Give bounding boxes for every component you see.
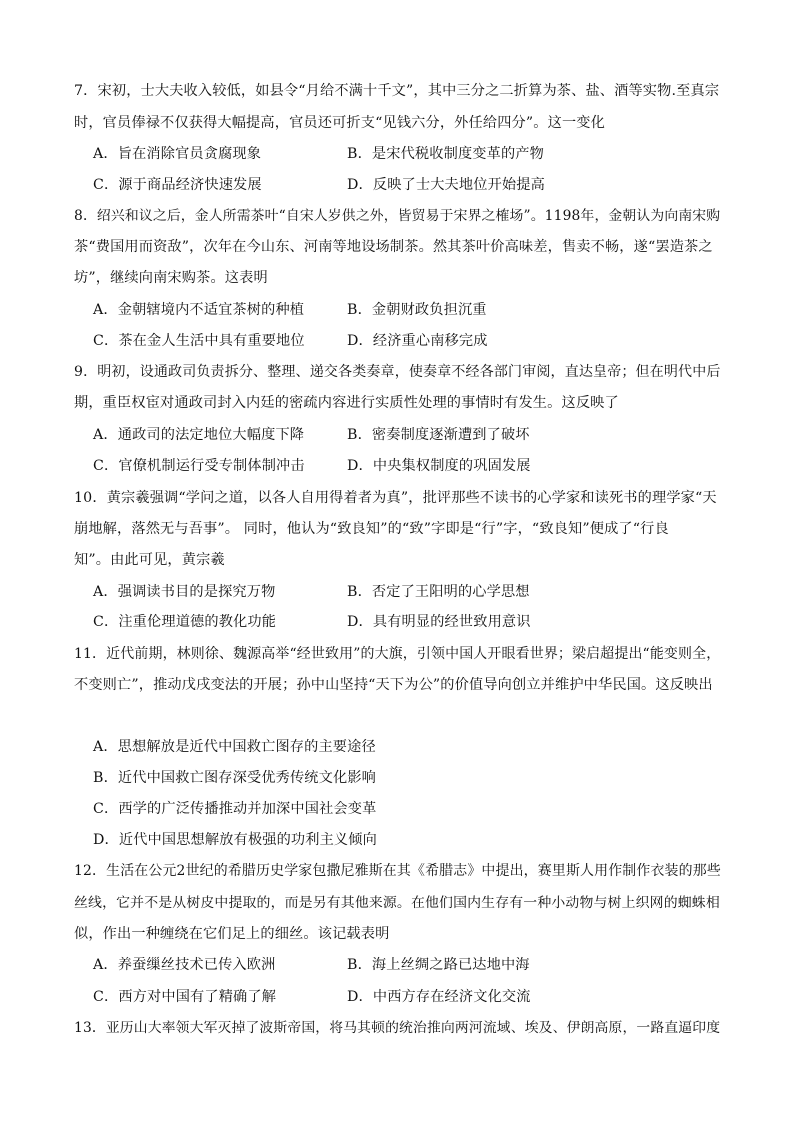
question-7-option-b: B．是宋代税收制度变革的产物 xyxy=(347,146,544,162)
question-12-option-b: B．海上丝绸之路已达地中海 xyxy=(347,957,530,973)
question-10-stem-line-2: 崩地解，落然无与吾事”。 同时，他认为“致良知”的“致”字即是“行”字，“致良知”便成了“行良 xyxy=(74,521,669,537)
question-10-option-a: A．强调读书目的是探究万物 xyxy=(93,584,276,600)
question-7-option-d: D．反映了士大夫地位开始提高 xyxy=(347,177,545,193)
question-13-stem-line-1: 13．亚历山大率领大军灭掉了波斯帝国，将马其顿的统治推向两河流域、埃及、伊朗高原，一路直逼印度 xyxy=(74,1020,721,1036)
question-9-stem-line-1: 9．明初，设通政司负责拆分、整理、递交各类奏章，使奏章不经各部门审阅，直达皇帝；但在明代中后 xyxy=(74,364,721,380)
question-12-stem-line-2: 丝线，它并不是从树皮中提取的，而是另有其他来源。在他们国内生存有一种小动物与树上织网的蜘蛛相 xyxy=(74,895,720,911)
question-8-stem-line-3: 坊”，继续向南宋购茶。这表明 xyxy=(74,270,268,286)
question-8-stem-line-2: 茶“费国用而资敌”，次年在今山东、河南等地设场制茶。然其茶叶价高味差，售卖不畅，遂“罢造茶之 xyxy=(74,239,713,255)
question-7-option-a: A．旨在消除官员贪腐现象 xyxy=(93,146,262,162)
question-12-option-a: A．养蚕缫丝技术已传入欧洲 xyxy=(93,957,276,973)
question-9-option-b: B．密奏制度逐渐遭到了破坏 xyxy=(347,427,530,443)
question-10-stem-line-1: 10．黄宗羲强调“学问之道，以各人自用得着者为真”，批评那些不读书的心学家和读死书的理学家“天 xyxy=(74,490,717,506)
question-12-stem-line-3: 似，作出一种缠绕在它们足上的细丝。该记载表明 xyxy=(74,926,390,942)
question-11-option-c: C．西学的广泛传播推动并加深中国社会变革 xyxy=(93,801,377,817)
question-10-option-d: D．具有明显的经世致用意识 xyxy=(347,614,531,630)
question-12-option-d: D．中西方存在经济文化交流 xyxy=(347,989,531,1005)
question-11-option-a: A．思想解放是近代中国救亡图存的主要途径 xyxy=(93,739,376,755)
question-9-option-c: C．官僚机制运行受专制体制冲击 xyxy=(93,458,305,474)
question-8-option-b: B．金朝财政负担沉重 xyxy=(347,302,487,318)
question-11-option-d: D．近代中国思想解放有极强的功利主义倾向 xyxy=(93,832,377,848)
question-7-stem-line-2: 时，官员俸禄不仅获得大幅提高，官员还可折支“见钱六分，外任给四分”。这一变化 xyxy=(74,115,605,131)
question-9-option-d: D．中央集权制度的巩固发展 xyxy=(347,458,531,474)
question-11-stem-line-1: 11．近代前期，林则徐、魏源高举“经世致用”的大旗，引领中国人开眼看世界；梁启超提出“能变则全， xyxy=(74,646,721,662)
question-9-stem-line-2: 期，重臣权宦对通政司封入内廷的密疏内容进行实质性处理的事情时有发生。这反映了 xyxy=(74,395,619,411)
question-9-option-a: A．通政司的法定地位大幅度下降 xyxy=(93,427,305,443)
question-10-stem-line-3: 知”。由此可见，黄宗羲 xyxy=(74,552,225,568)
question-12-stem-line-1: 12．生活在公元2世纪的希腊历史学家包撒尼雅斯在其《希腊志》中提出，赛里斯人用作制作衣装的那些 xyxy=(74,863,721,879)
question-8-option-d: D．经济重心南移完成 xyxy=(347,333,488,349)
question-7-stem-line-1: 7．宋初，士大夫收入较低，如县令“月给不满十千文”，其中三分之二折算为茶、盐、酒等实物.至真宗 xyxy=(74,83,720,99)
question-11-stem-line-2: 不变则亡”，推动戊戌变法的开展；孙中山坚持“天下为公”的价值导向创立并维护中华民国。这反映出 xyxy=(74,677,713,693)
question-7-option-c: C．源于商品经济快速发展 xyxy=(93,177,262,193)
question-11-option-b: B．近代中国救亡图存深受优秀传统文化影响 xyxy=(93,770,376,786)
question-8-stem-line-1: 8．绍兴和议之后，金人所需茶叶“自宋人岁供之外，皆贸易于宋界之榷场”。1198年，金朝认为向南宋购 xyxy=(74,208,721,224)
question-8-option-a: A．金朝辖境内不适宜茶树的种植 xyxy=(93,302,305,318)
question-12-option-c: C．西方对中国有了精确了解 xyxy=(93,989,277,1005)
question-8-option-c: C．茶在金人生活中具有重要地位 xyxy=(93,333,305,349)
question-10-option-c: C．注重伦理道德的教化功能 xyxy=(93,614,277,630)
question-10-option-b: B．否定了王阳明的心学思想 xyxy=(347,584,530,600)
